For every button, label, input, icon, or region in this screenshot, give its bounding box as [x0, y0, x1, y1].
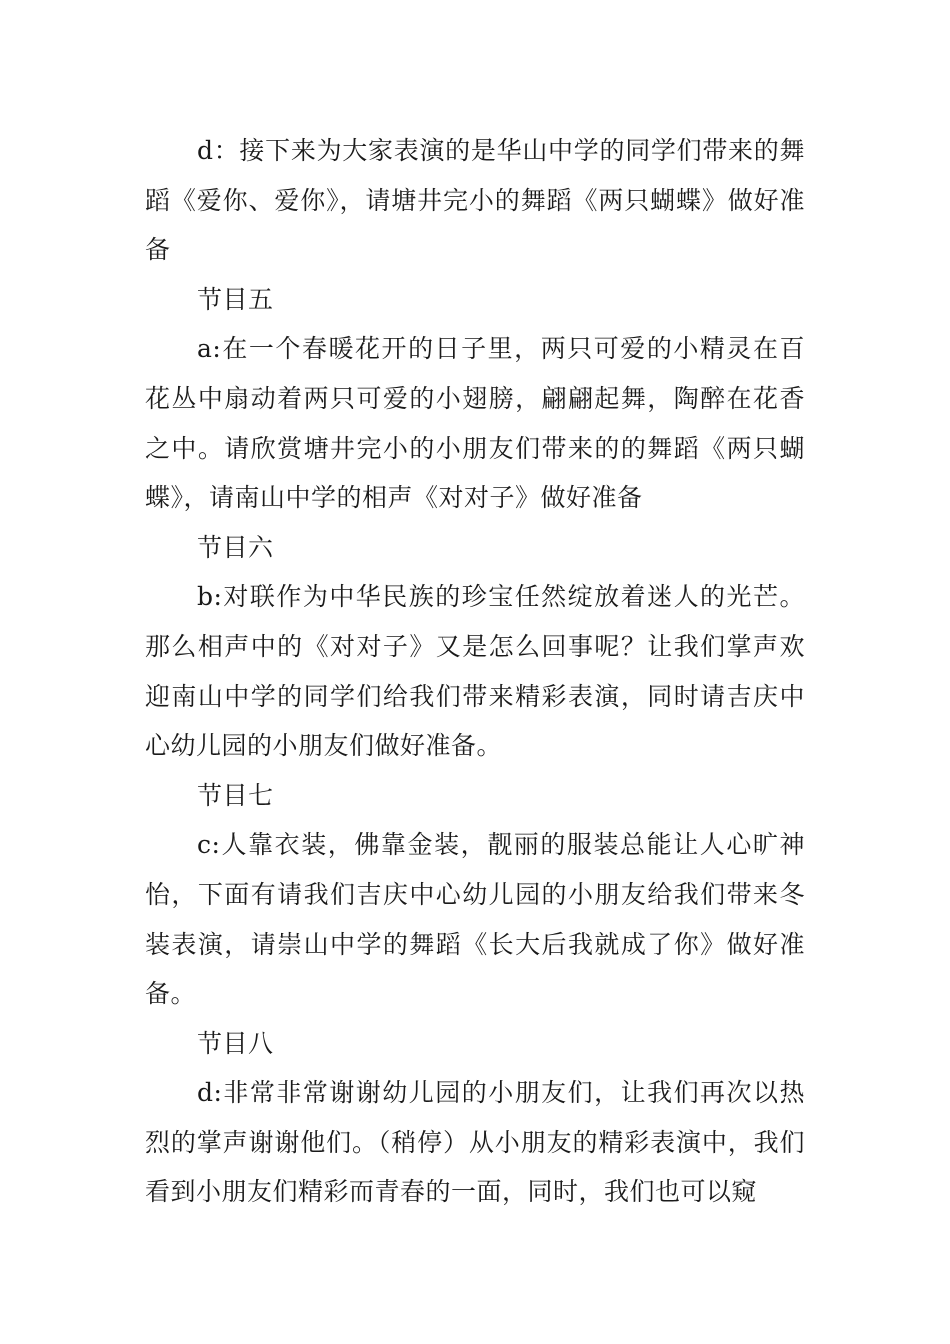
host-c-paragraph: c:人靠衣装，佛靠金装，靓丽的服装总能让人心旷神怡，下面有请我们吉庆中心幼儿园的小朋友给我们带来冬装表演，请崇山中学的舞蹈《长大后我就成了你》做好准备。 [145, 830, 805, 1009]
program-seven-heading: 节目七 [197, 780, 274, 810]
host-d-paragraph: d:非常非常谢谢幼儿园的小朋友们，让我们再次以热烈的掌声谢谢他们。（稍停）从小朋友的精彩表演中，我们看到小朋友们精彩而青春的一面，同时，我们也可以窥 [145, 1078, 805, 1207]
host-a-paragraph: a:在一个春暖花开的日子里，两只可爱的小精灵在百花丛中扇动着两只可爱的小翅膀，翩翩起舞，陶醉在花香之中。请欣赏塘井完小的小朋友们带来的的舞蹈《两只蝴蝶》，请南山中学的相声《对对子》做好准备 [145, 334, 805, 513]
document-body [145, 126, 805, 1217]
program-five-heading: 节目五 [197, 284, 274, 314]
host-d-intro-paragraph: d：接下来为大家表演的是华山中学的同学们带来的舞蹈《爱你、爱你》，请塘井完小的舞蹈《两只蝴蝶》做好准备 [145, 136, 805, 265]
host-b-paragraph: b:对联作为中华民族的珍宝任然绽放着迷人的光芒。那么相声中的《对对子》又是怎么回事呢？让我们掌声欢迎南山中学的同学们给我们带来精彩表演，同时请吉庆中心幼儿园的小朋友们做好准备。 [145, 582, 805, 761]
program-eight-heading: 节目八 [197, 1028, 274, 1058]
program-six-heading: 节目六 [197, 532, 274, 562]
